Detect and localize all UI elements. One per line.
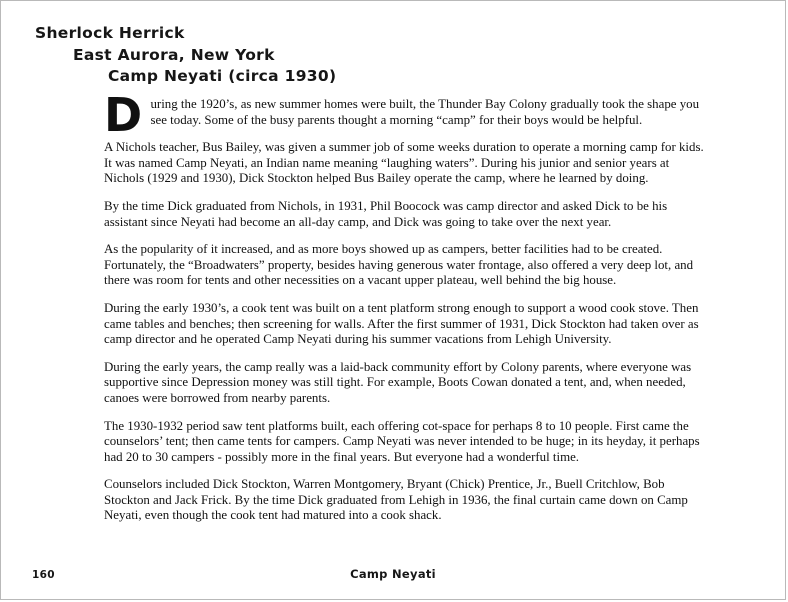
- paragraph: A Nichols teacher, Bus Bailey, was given a summer job of some weeks duration to operate a morning camp for kids. It was named Camp Neyati, an Indian name meaning “laughing waters”. During his junior and senior years at Nichols (1929 and 1930), Dick Stockton helped Bus Bailey operate the camp, where he learned by doing.: [104, 140, 704, 186]
- paragraph: Counselors included Dick Stockton, Warren Montgomery, Bryant (Chick) Prentice, Jr., Buell Critchlow, Bob Stockton and Jack Frick. By the time Dick graduated from Lehigh in 1936, the final curtain came down on Camp Neyati, even though the cook tent had matured into a cook shack.: [104, 477, 688, 523]
- article-body: [104, 88, 705, 536]
- author-name: Sherlock Herrick: [35, 24, 185, 42]
- opening-paragraph: [104, 88, 705, 142]
- paragraph: During the early 1930’s, a cook tent was built on a tent platform strong enough to support a wood cook stove. Then came tables and benches; then screening for walls. After the first summer of 1931, Dick Stockton had taken over as camp director and he operated Camp Neyati during his summer vacations from Lehigh University.: [104, 300, 699, 347]
- page-footer: [1, 565, 785, 581]
- page-header: [35, 23, 336, 88]
- paragraph: The 1930-1932 period saw tent platforms built, each offering cot-space for perhaps 8 to 10 people. First came the counselors’ tent; then came tents for campers. Camp Neyati was never intended to be huge; in its heyday, it perhaps had 20 to 30 campers - possibly more in the final years. But everyone had a wonderful time.: [104, 418, 700, 464]
- footer-title: Camp Neyati: [350, 567, 436, 581]
- chapter-title: Camp Neyati (circa 1930): [108, 67, 337, 85]
- opening-paragraph-text: uring the 1920’s, as new summer homes were built, the Thunder Bay Colony gradually took the shape you see today. Some of the busy parents thought a morning “camp” for their boys would be helpful.: [150, 97, 700, 127]
- paragraph: By the time Dick graduated from Nichols, in 1931, Phil Boocock was camp director and asked Dick to be his assistant since Neyati had become an all-day camp, and Dick was going to take over the next year.: [104, 198, 668, 229]
- paragraph: During the early years, the camp really was a laid-back community effort by Colony parents, where everyone was supportive since Depression money was still tight. For example, Boots Cowan donated a tent, and, when needed, canoes were borrowed from nearby parents.: [104, 359, 692, 405]
- author-location: East Aurora, New York: [73, 45, 275, 64]
- page-number: 160: [32, 569, 55, 581]
- drop-cap: D: [104, 88, 143, 142]
- paragraph: As the popularity of it increased, and as more boys showed up as campers, better facilities had to be created. Fortunately, the “Broadwaters” property, besides having generous water frontage, also offered a very deep lot, and there was room for tents and other necessities on a vacant upper plateau, well behind the big house.: [104, 242, 694, 288]
